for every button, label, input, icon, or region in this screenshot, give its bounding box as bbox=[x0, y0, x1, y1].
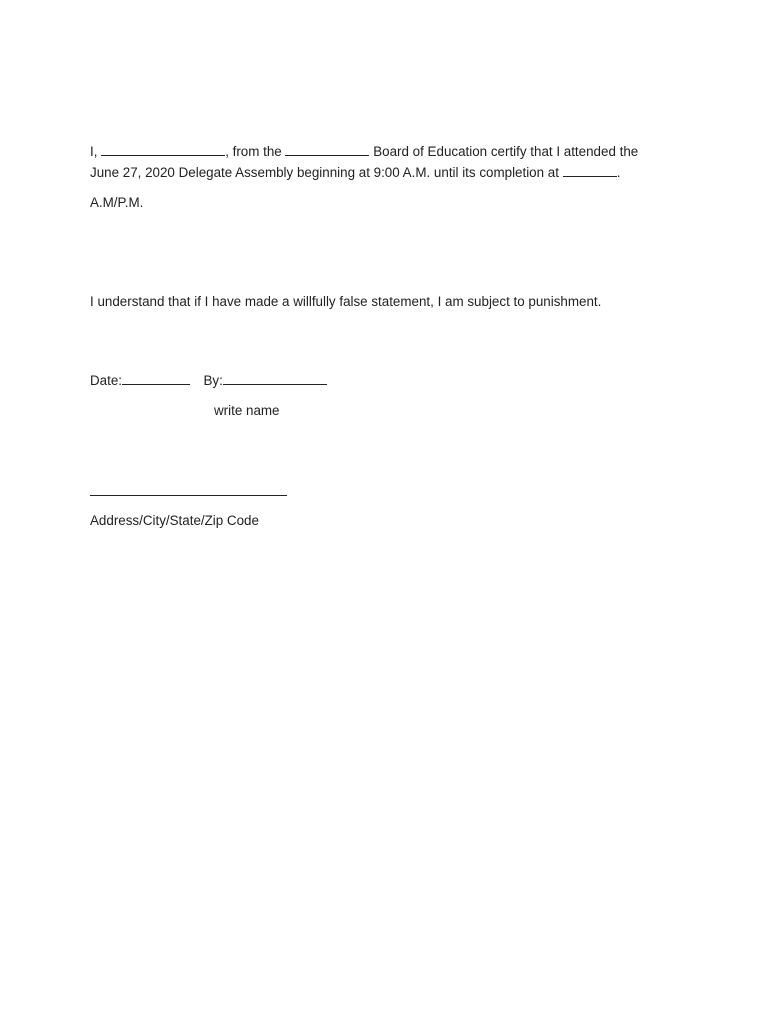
cert-prefix: I, bbox=[90, 144, 98, 159]
certification-line-2 bbox=[90, 164, 620, 182]
cert-line2-end: . bbox=[616, 165, 621, 180]
name-blank[interactable] bbox=[101, 143, 225, 156]
date-blank[interactable] bbox=[122, 372, 190, 385]
date-label: Date: bbox=[90, 373, 123, 388]
board-blank[interactable] bbox=[285, 143, 369, 156]
ampm-label: A.M/P.M. bbox=[90, 195, 144, 210]
false-statement-notice: I understand that if I have made a willfully false statement, I am subject to punishment. bbox=[90, 294, 602, 309]
completion-time-blank[interactable] bbox=[563, 164, 617, 177]
cert-mid: , from the bbox=[225, 144, 282, 159]
cert-line2-text: June 27, 2020 Delegate Assembly beginning at 9:00 A.M. until its completion at bbox=[90, 165, 559, 180]
address-label: Address/City/State/Zip Code bbox=[90, 513, 259, 528]
signature-row bbox=[90, 372, 327, 390]
write-name-caption: write name bbox=[214, 403, 280, 418]
by-name-blank[interactable] bbox=[223, 372, 327, 385]
address-signature-line[interactable] bbox=[90, 495, 287, 496]
by-label: By: bbox=[203, 373, 223, 388]
cert-suffix: Board of Education certify that I attended the bbox=[373, 144, 639, 159]
certification-line-1 bbox=[90, 143, 638, 161]
